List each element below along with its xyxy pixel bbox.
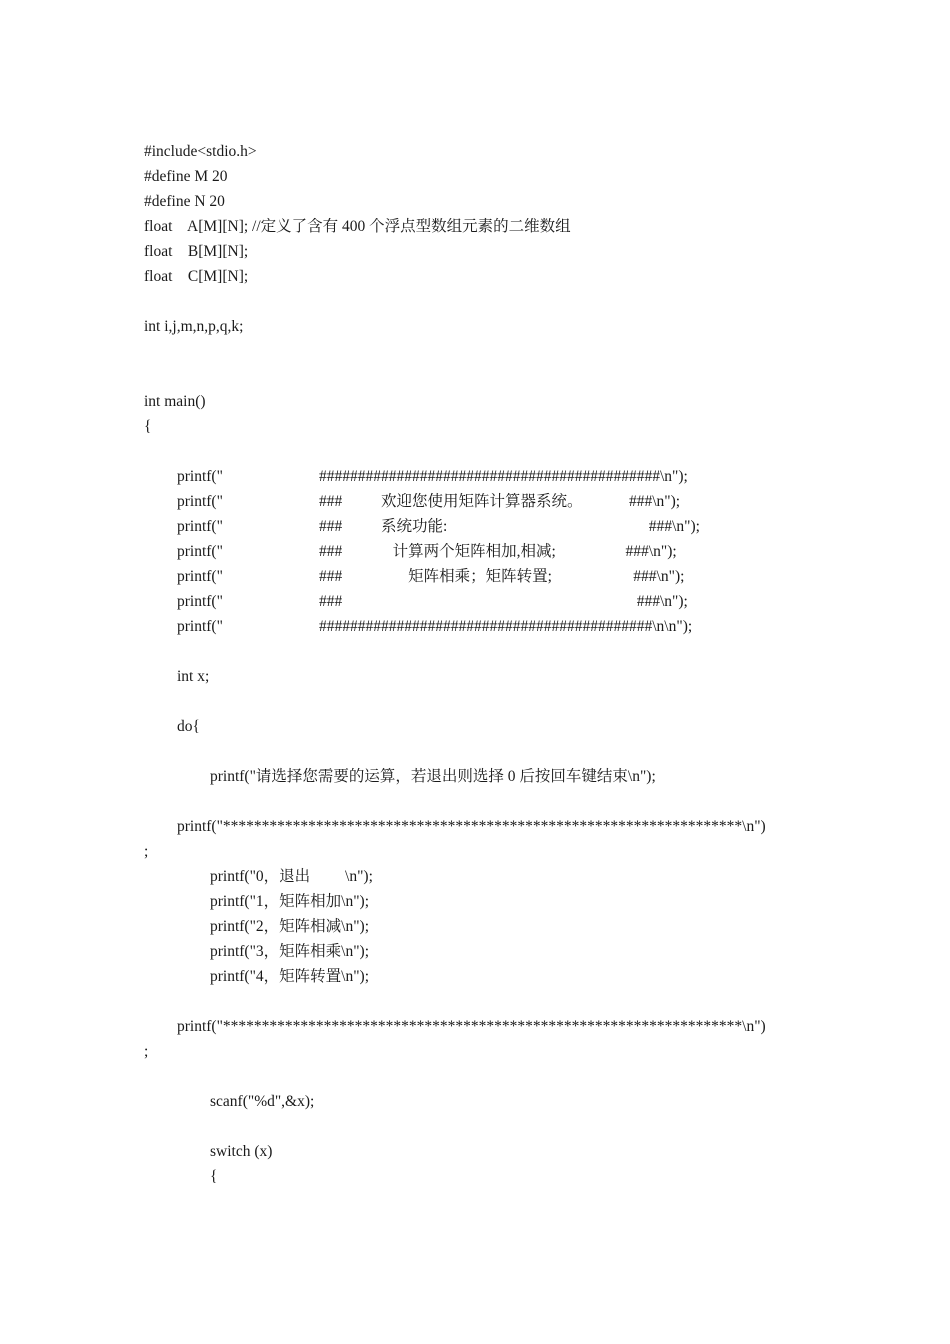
code-line-scanf: scanf("%d",&x);: [210, 1093, 315, 1110]
code-line-menu-4: printf("4，矩阵转置\n");: [210, 968, 370, 985]
code-line-do: do{: [177, 718, 200, 735]
code-line-define-n: #define N 20: [144, 193, 225, 210]
code-line-menu-2: printf("2，矩阵相减\n");: [210, 918, 370, 935]
code-line-prompt: printf("请选择您需要的运算，若退出则选择 0 后按回车键结束\n");: [210, 768, 656, 785]
code-line-include: #include<stdio.h>: [144, 143, 257, 160]
code-line-define-m: #define M 20: [144, 168, 228, 185]
code-line-int-vars: int i,j,m,n,p,q,k;: [144, 318, 244, 335]
code-line-menu-1: printf("1，矩阵相加\n");: [210, 893, 370, 910]
code-line-main: int main(): [144, 393, 206, 410]
code-line-semicolon: ;: [144, 1043, 149, 1060]
code-line-switch: switch (x): [210, 1143, 273, 1160]
code-line-menu-3: printf("3，矩阵相乘\n");: [210, 943, 370, 960]
code-line-float-c: float C[M][N];: [144, 268, 249, 285]
code-line-printf-call: printf(": [177, 493, 223, 510]
code-line-printf-call: printf(": [177, 468, 223, 485]
code-line-float-a: float A[M][N]; //定义了含有 400 个浮点型数组元素的二维数组: [144, 218, 571, 235]
code-line-stars: printf("*******************************************************************\n"): [177, 818, 766, 835]
code-line-semicolon: ;: [144, 843, 149, 860]
code-line-int-x: int x;: [177, 668, 210, 685]
code-line-open-brace: {: [144, 418, 152, 435]
code-line-printf-call: printf(": [177, 593, 223, 610]
code-line-printf-text: ### ###\n");: [319, 593, 688, 610]
code-line-float-b: float B[M][N];: [144, 243, 249, 260]
code-line-stars: printf("*******************************************************************\n"): [177, 1018, 766, 1035]
code-line-printf-text: ### 欢迎您使用矩阵计算器系统。 ###\n");: [319, 493, 681, 510]
code-line-printf-text: ### 矩阵相乘；矩阵转置; ###\n");: [319, 568, 685, 585]
code-line-printf-text: ### 系统功能: ###\n");: [319, 518, 700, 535]
code-line-printf-call: printf(": [177, 543, 223, 560]
code-line-printf-text: ### 计算两个矩阵相加,相减; ###\n");: [319, 543, 677, 560]
code-line-printf-call: printf(": [177, 568, 223, 585]
code-line-printf-text: ###########################################\n\n");: [319, 618, 693, 635]
code-line-printf-call: printf(": [177, 618, 223, 635]
code-line-printf-text: ############################################\n");: [319, 468, 688, 485]
code-line-switch-brace: {: [210, 1168, 218, 1185]
code-line-menu-0: printf("0，退出 \n");: [210, 868, 373, 885]
code-line-printf-call: printf(": [177, 518, 223, 535]
